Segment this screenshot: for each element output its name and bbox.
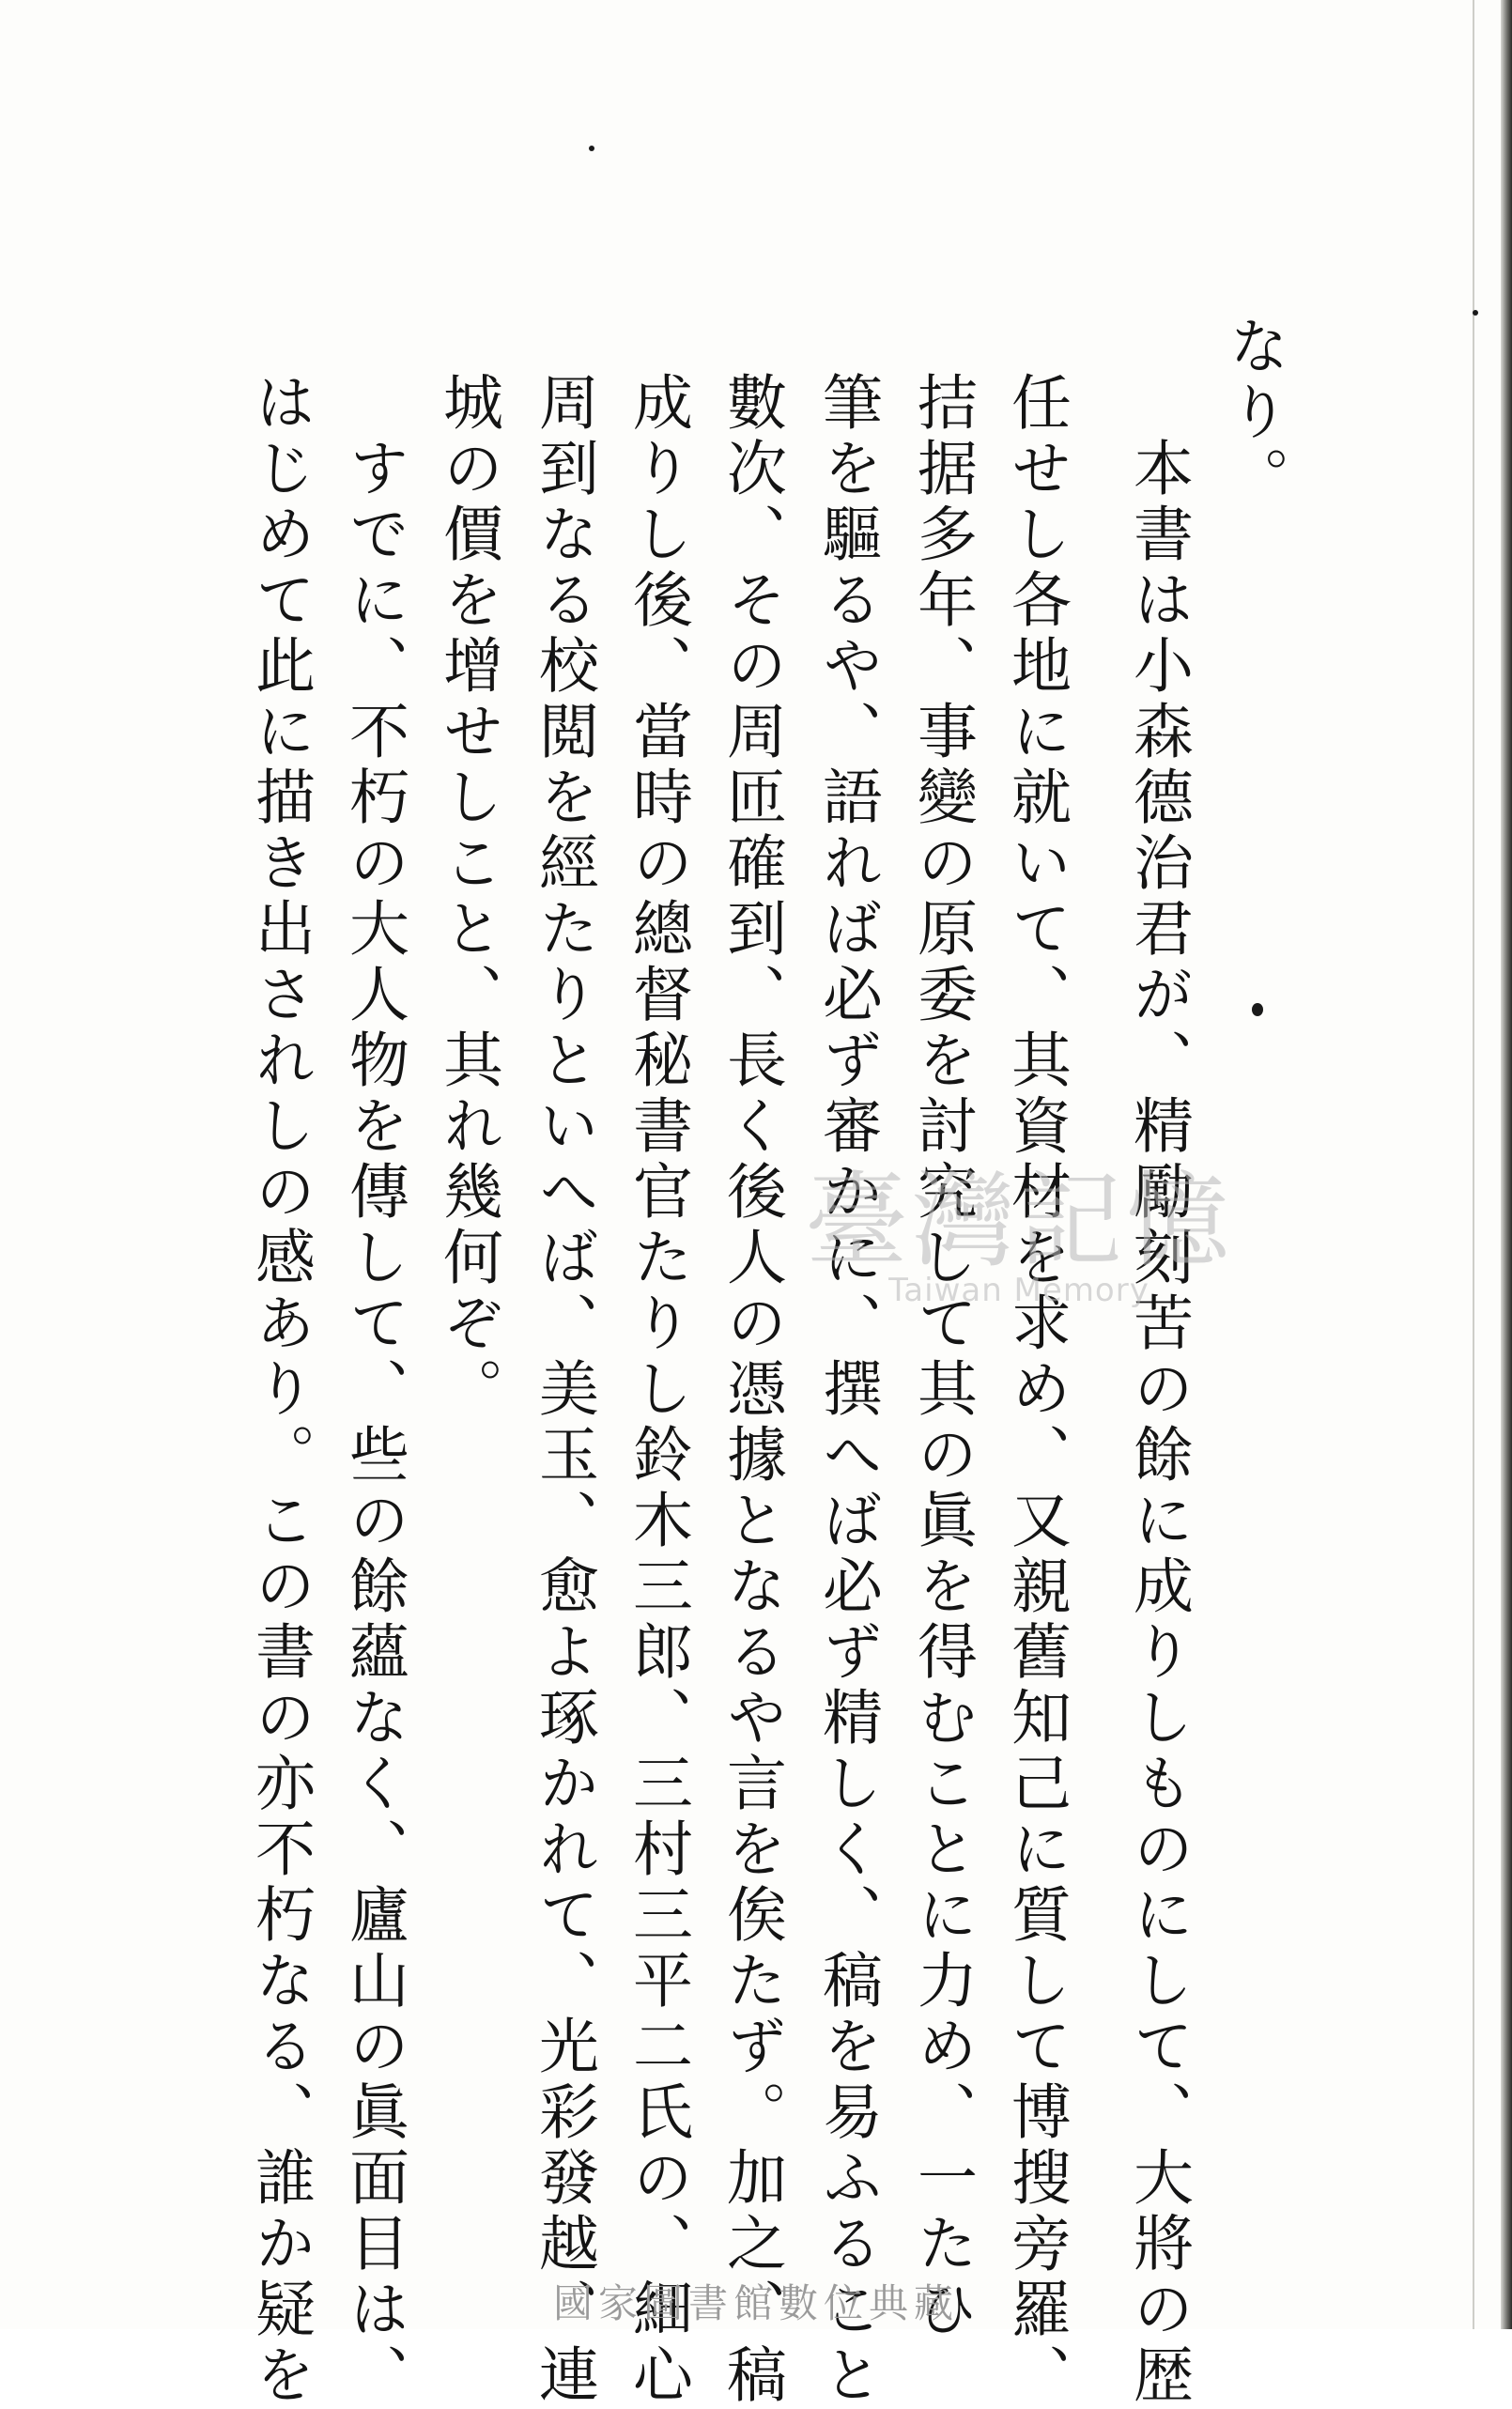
text-column-10: すでに、不朽の大人物を傳して、些の餘蘊なく、廬山の眞面目は、 bbox=[339, 437, 409, 2409]
text-column-1: なり。 bbox=[1219, 315, 1288, 512]
text-column-8: 周到なる校閲を經たりといへば、美玉、愈よ琢かれて、光彩發越、連 bbox=[529, 371, 598, 2409]
text-column-3: 任せし各地に就いて、其資材を求め、又親舊知己に質して博搜旁羅、 bbox=[1001, 371, 1071, 2409]
taiwan-memory-watermark bbox=[784, 1161, 1254, 1309]
text-column-11: はじめて此に描き出されしの感あり。この書の亦不朽なる、誰か疑を bbox=[245, 371, 315, 2409]
watermark-subtitle: Taiwan Memory bbox=[888, 1272, 1149, 1309]
page-edge bbox=[1501, 0, 1512, 2329]
scan-speck bbox=[1252, 1003, 1263, 1016]
page-fold-line bbox=[1473, 0, 1474, 2329]
scan-speck bbox=[589, 146, 594, 151]
text-column-4: 拮据多年、事變の原委を討究して其の眞を得むことに力め、一たひ bbox=[907, 371, 977, 2343]
text-column-2: 本書は小森德治君が、精勵刻苦の餘に成りしものにして、大將の歴 bbox=[1123, 437, 1193, 2409]
text-column-7: 成りし後、當時の總督秘書官たりし鈴木三郎、三村三平二氏の、細心 bbox=[623, 371, 692, 2409]
scan-speck bbox=[1473, 310, 1478, 316]
text-column-5: 筆を驅るや、語れば必ず審かに、撰へば必ず精しく、稿を易ふること bbox=[812, 371, 882, 2409]
collection-mark: 國家圖書館數位典藏 bbox=[552, 2280, 959, 2326]
text-column-9: 城の價を增せしこと、其れ幾何ぞ。 bbox=[433, 371, 502, 1423]
text-column-6: 數次、その周匝確到、長く後人の憑據となるや言を俟たず。加之、稿 bbox=[717, 371, 786, 2409]
watermark-title: 臺灣記憶 bbox=[805, 1161, 1233, 1281]
